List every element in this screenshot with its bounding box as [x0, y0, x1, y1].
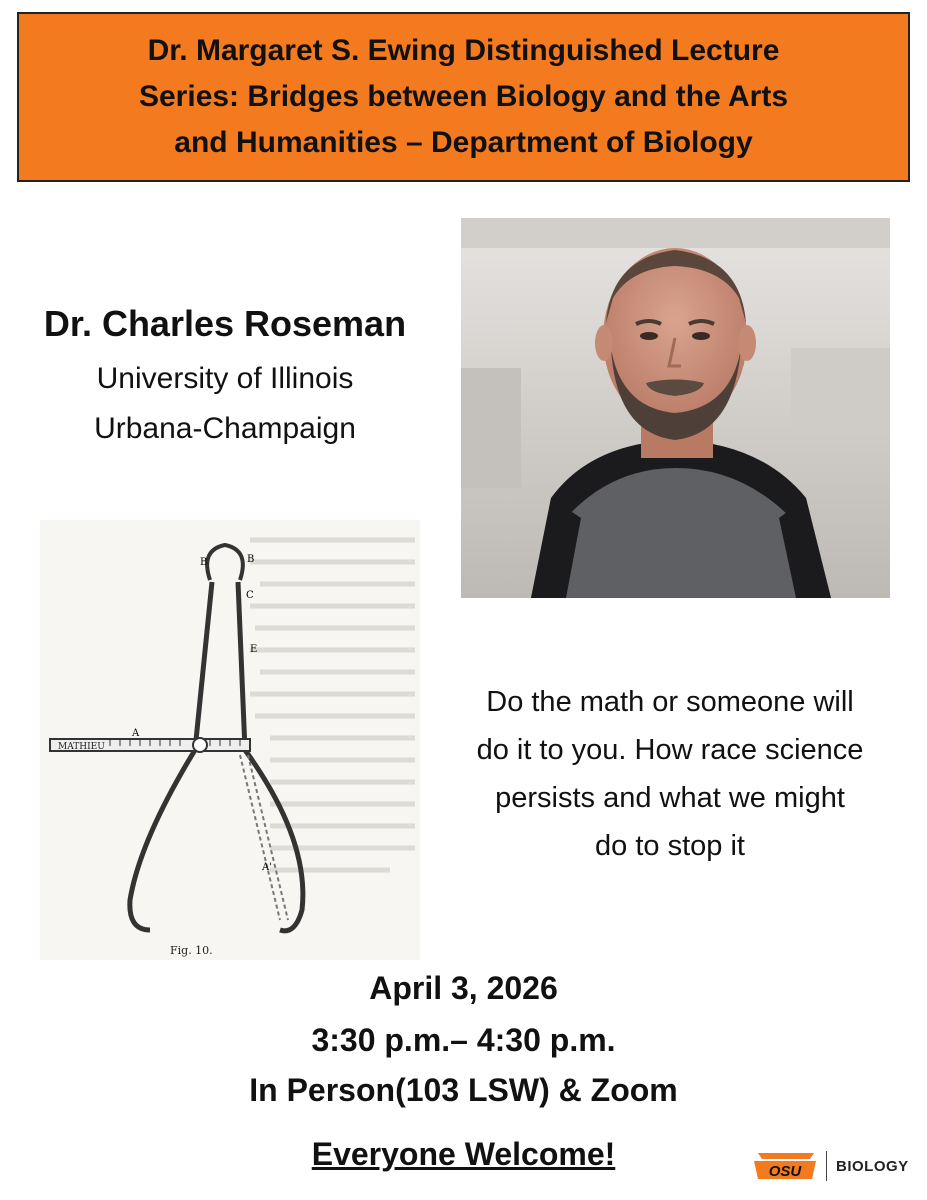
- osu-logo-mark-icon: [752, 1151, 818, 1181]
- speaker-affiliation-line-2: Urbana-Champaign: [94, 412, 356, 445]
- everyone-welcome: Everyone Welcome!: [311, 1136, 616, 1172]
- letter-c: C: [246, 590, 254, 601]
- event-time: 3:30 p.m.– 4:30 p.m.: [311, 1022, 616, 1058]
- speaker-photo: [461, 218, 890, 598]
- talk-title-line-4: do to stop it: [595, 830, 745, 862]
- talk-title-line-1: Do the math or someone will: [486, 686, 854, 718]
- letter-e: E: [250, 644, 258, 655]
- banner-line-2: Series: Bridges between Biology and the Arts: [138, 80, 789, 113]
- talk-title-line-2: do it to you. How race science: [476, 734, 864, 766]
- banner-line-3: and Humanities – Department of Biology: [174, 126, 753, 159]
- caliper-drawing: [40, 520, 420, 960]
- event-venue: In Person(103 LSW) & Zoom: [249, 1072, 678, 1108]
- letter-b-right: B: [247, 554, 255, 565]
- figure-caption: Fig. 10.: [170, 944, 213, 957]
- speaker-affiliation-line-1: University of Illinois: [96, 362, 354, 395]
- osu-mark-text: OSU: [768, 1163, 802, 1180]
- letter-b-left: B: [200, 557, 208, 568]
- talk-title: [425, 678, 915, 870]
- letter-a: A: [132, 728, 140, 739]
- lecture-series-banner: [17, 12, 910, 182]
- logo-divider: [826, 1151, 827, 1181]
- caliper-illustration: [40, 520, 420, 960]
- talk-title-line-3: persists and what we might: [495, 782, 845, 814]
- speaker-name: Dr. Charles Roseman: [43, 303, 407, 344]
- speaker-portrait: [461, 218, 890, 598]
- osu-biology-logo: [752, 1148, 912, 1184]
- scale-label: MATHIEU: [58, 742, 105, 752]
- banner-line-1: Dr. Margaret S. Ewing Distinguished Lecture: [147, 34, 780, 67]
- event-date: April 3, 2026: [369, 970, 558, 1006]
- logo-department: BIOLOGY: [836, 1157, 909, 1175]
- letter-a-prime: A': [262, 862, 272, 873]
